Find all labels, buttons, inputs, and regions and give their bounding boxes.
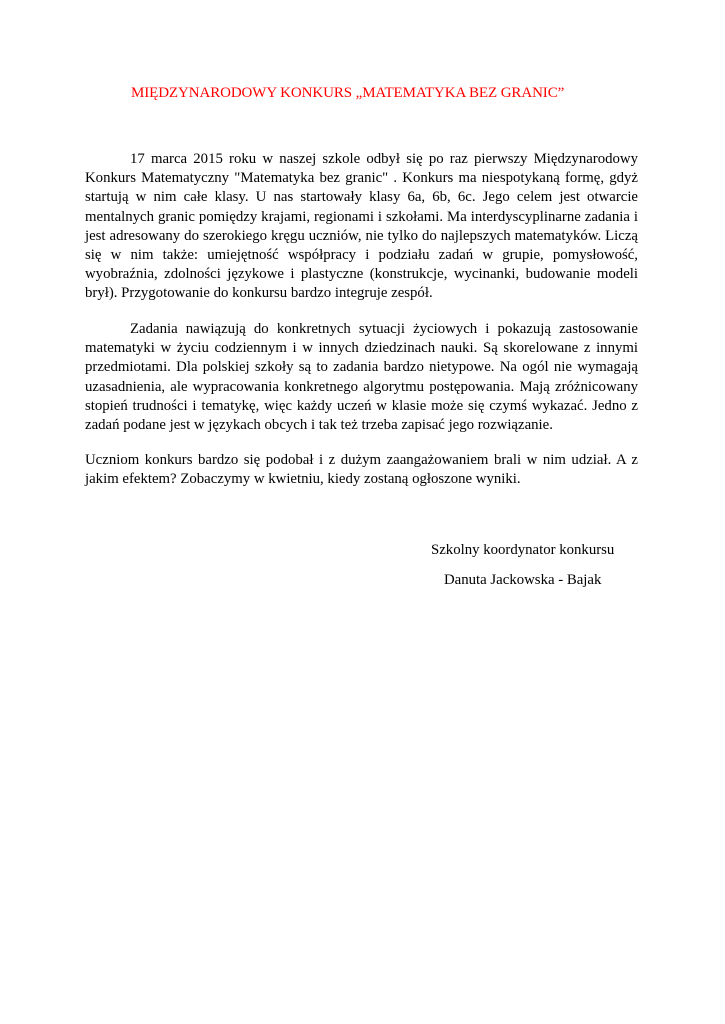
paragraph-conclusion: Uczniom konkurs bardzo się podobał i z dużym zaangażowaniem brali w nim udział. A z jakim efektem? Zobaczymy w kwietniu, kiedy zostaną ogłoszone wyniki. xyxy=(85,452,638,488)
paragraph-intro: 17 marca 2015 roku w naszej szkole odbył się po raz pierwszy Międzynarodowy Konkurs Matematyczny "Matematyka bez granic" . Konkurs ma niespotykaną formę, gdyż startują w nim całe klasy. U nas startowały klasy 6a, 6b, 6c. Jego celem jest otwarcie mentalnych granic pomiędzy krajami, regionami i szkołami. Ma interdyscyplinarne zadania i jest adresowany do szerokiego kręgu uczniów, nie tylko do najlepszych matematyków. Liczą się w nim także: umiejętność współpracy i podziału zadań w grupie, pomysłowość, wyobraźnia, zdolności językowe i plastyczne (konstrukcje, wycinanki, budowanie modeli brył). Przygotowanie do konkursu bardzo integruje zespół. xyxy=(85,151,638,302)
signature-role: Szkolny koordynator konkursu xyxy=(431,542,615,558)
signature-name: Danuta Jackowska - Bajak xyxy=(444,572,602,588)
paragraph-tasks: Zadania nawiązują do konkretnych sytuacji życiowych i pokazują zastosowanie matematyki w życiu codziennym i w innych dziedzinach nauki. Są skorelowane z innymi przedmiotami. Dla polskiej szkoły są to zadania bardzo nietypowe. Na ogól nie wymagają uzasadnienia, ale wypracowania konkretnego algorytmu postępowania. Mają zróżnicowany stopień trudności i tematykę, więc każdy uczeń w klasie może się czymś wykazać. Jedno z zadań podane jest w językach obcych i tak też trzeba zapisać jego rozwiązanie. xyxy=(85,321,638,434)
document-title: MIĘDZYNARODOWY KONKURS „MATEMATYKA BEZ GRANIC” xyxy=(131,85,565,101)
